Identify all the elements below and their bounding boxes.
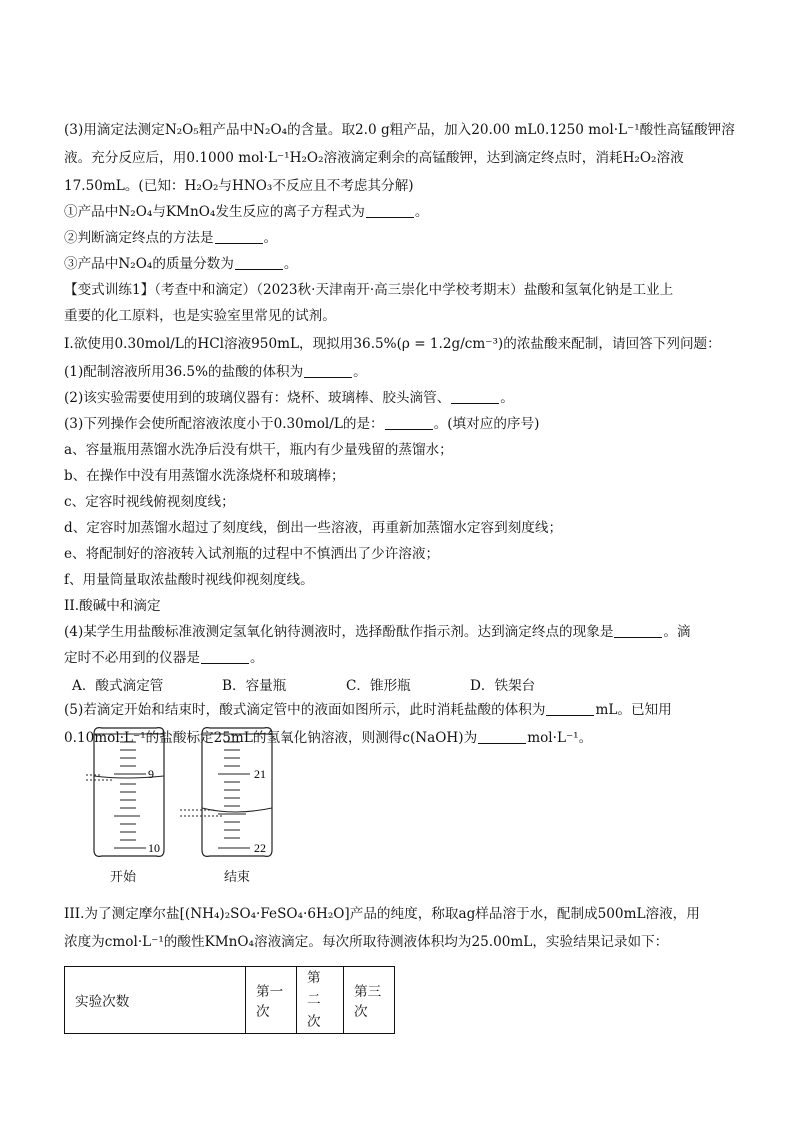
variant-title-line1: 【变式训练1】（考查中和滴定）（2023秋·天津南开·高三崇化中学校考期末）盐酸和氢氧化钠是工业上 [64,282,674,298]
table-header-cell: 第二次 [297,967,344,1034]
q5-line1: (5)若滴定开始和结束时，酸式滴定管中的液面如图所示，此时消耗盐酸的体积为 mL。已知用 [64,702,672,718]
burette-figure [84,722,304,882]
q3-sub2: ②判断滴定终点的方法是 。 [64,230,278,246]
q3-line1: (3)用滴定法测定N₂O₅粗产品中N₂O₄的含量。取2.0 g粗产品，加入20.00 mL0.1250 mol·L⁻¹酸性高锰酸钾溶 [64,122,735,138]
item-f: f、用量筒量取浓盐酸时视线仰视刻度线。 [64,572,314,588]
q3-sub3: ③产品中N₂O₄的质量分数为 。 [64,256,298,272]
q1: (1)配制溶液所用36.5%的盐酸的体积为 。 [64,364,367,380]
q3-sub1: ①产品中N₂O₄与KMnO₄发生反应的离子方程式为 。 [64,204,429,220]
q3-choice: (3)下列操作会使所配溶液浓度小于0.30mol/L的是： 。(填对应的序号) [64,416,540,432]
variant-title-line2: 重要的化工原料，也是实验室里常见的试剂。 [64,308,336,324]
start-tick-10: 10 [148,841,160,855]
start-label: 开始 [110,870,137,885]
item-a: a、容量瓶用蒸馏水洗净后没有烘干，瓶内有少量残留的蒸馏水； [64,442,453,458]
q3-line3: 17.50mL。(已知：H₂O₂与HNO₃不反应且不考虑其分解) [64,178,414,194]
end-tick-21: 21 [254,767,266,781]
option-a: A．酸式滴定管 [72,678,164,694]
option-d: D．铁架台 [470,678,536,694]
table-row [65,967,395,1034]
item-d: d、定容时加蒸馏水超过了刻度线，倒出一些溶液，再重新加蒸馏水定容到刻度线； [64,520,563,536]
part2-title: II.酸碱中和滴定 [64,598,161,614]
part3-line1: III.为了测定摩尔盐[(NH₄)₂SO₄·FeSO₄·6H₂O]产品的纯度，称取ag样品溶于水，配制成500mL溶液，用 [64,906,700,922]
table-header-cell: 实验次数 [65,967,246,1034]
item-c: c、定容时视线俯视刻度线； [64,494,235,510]
part3-line2: 浓度为cmol·L⁻¹的酸性KMnO₄溶液滴定。每次所取待测液体积均为25.00mL，实验结果记录如下： [64,934,669,950]
table-header-cell: 第一次 [246,967,297,1034]
start-tick-9: 9 [148,767,154,781]
option-b: B．容量瓶 [222,678,287,694]
item-e: e、将配制好的溶液转入试剂瓶的过程中不慎洒出了少许溶液； [64,546,440,562]
part1-intro: I.欲使用0.30mol/L的HCl溶液950mL，现拟用36.5%(ρ = 1.2g/cm⁻³)的浓盐酸来配制，请回答下列问题： [64,336,721,352]
q4-line1: (4)某学生用盐酸标准液测定氢氧化钠待测液时，选择酚酞作指示剂。达到滴定终点的现象是 。滴 [64,624,691,640]
end-label: 结束 [224,870,251,885]
q4-line2: 定时不必用到的仪器是 。 [64,650,264,666]
q3-line2: 液。充分反应后，用0.1000 mol·L⁻¹H₂O₂溶液滴定剩余的高锰酸钾，达到滴定终点时，消耗H₂O₂溶液 [64,150,684,166]
end-tick-22: 22 [254,841,266,855]
option-c: C．锥形瓶 [346,678,411,694]
q5-line2: 0.10mol·L⁻¹的盐酸标定25mL的氢氧化钠溶液，则测得c(NaOH)为 mol·L⁻¹。 [64,730,593,746]
item-b: b、在操作中没有用蒸馏水洗涤烧杯和玻璃棒； [64,468,345,484]
table-header-cell: 第三次 [344,967,395,1034]
q2: (2)该实验需要使用到的玻璃仪器有：烧杯、玻璃棒、胶头滴管、 。 [64,390,514,406]
start-burette [84,728,164,857]
results-table [64,966,395,1034]
end-burette [180,728,272,857]
